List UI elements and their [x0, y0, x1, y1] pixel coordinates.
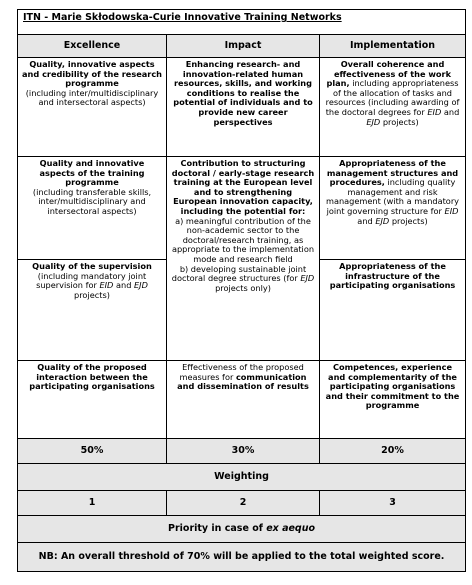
impact-cell-1 — [167, 58, 320, 157]
impact-2-item-b-end: projects only) — [215, 282, 271, 293]
weighting-label: Weighting — [18, 464, 466, 491]
implementation-priority: 3 — [320, 491, 466, 516]
implementation-2-eid: EID — [444, 205, 459, 216]
implementation-1-post: projects) — [382, 116, 419, 127]
threshold-note: NB: An overall threshold of 70% will be applied to the total weighted score. — [18, 543, 466, 572]
excellence-cell-4 — [18, 361, 167, 439]
impact-percentage: 30% — [167, 439, 320, 464]
excellence-1-heading: Quality, innovative aspects and credibility of the research programme — [22, 59, 163, 89]
implementation-percentage: 20% — [320, 439, 466, 464]
excellence-percentage: 50% — [18, 439, 167, 464]
implementation-1-eid: EID — [427, 106, 442, 117]
impact-cell-3 — [167, 361, 320, 439]
excellence-2-detail: (including transferable skills, inter/multidisciplinary and intersectoral aspects) — [32, 186, 152, 216]
excellence-3-post: projects) — [74, 289, 110, 300]
header-impact: Impact — [167, 35, 320, 58]
implementation-cell-3 — [320, 260, 466, 361]
impact-1-heading: Enhancing research- and innovation-related human resources, skills, and working conditions to realise the potential of individuals and to provide new career perspectives — [173, 59, 313, 127]
implementation-2-heading: Appropriateness of the management structures and procedures, — [326, 158, 459, 188]
implementation-cell-1 — [320, 58, 466, 157]
excellence-3-heading: Quality of the supervision — [32, 261, 152, 271]
impact-cell-2 — [167, 157, 320, 361]
implementation-cell-4 — [320, 361, 466, 439]
implementation-1-and: and — [443, 106, 460, 117]
itn-criteria-table-wrapper — [17, 9, 465, 572]
header-implementation: Implementation — [320, 35, 466, 58]
implementation-1-heading: Overall coherence and effectiveness of the work plan, — [326, 59, 452, 89]
excellence-3-detail — [22, 272, 162, 301]
excellence-cell-3 — [18, 260, 167, 361]
implementation-2-post: projects) — [391, 215, 428, 226]
excellence-cell-2 — [18, 157, 167, 260]
itn-criteria-table — [17, 9, 466, 572]
table-title: ITN - Marie Skłodowska-Curie Innovative Training Networks — [18, 10, 466, 35]
implementation-1-ejd: EJD — [366, 116, 381, 127]
implementation-4-heading: Competences, experience and complementarity of the participating organisations and their commitment to the programme — [325, 362, 460, 411]
implementation-2-and: and — [357, 215, 373, 226]
impact-2-heading: Contribution to structuring doctoral / early-stage research training at the European level and to strengthening European innovation capacity, including the potential for: — [171, 158, 315, 216]
excellence-4-heading: Quality of the proposed interaction between the participating organisations — [29, 362, 155, 392]
excellence-cell-1 — [18, 58, 167, 157]
implementation-2-detail: including quality management and risk management (with a mandatory joint governing structure for — [325, 177, 460, 216]
impact-2-item-b-text: b) developing sustainable joint doctoral degree structures (for — [171, 263, 307, 284]
priority-label-ex-aequo: ex aequo — [266, 523, 316, 535]
impact-priority: 2 — [167, 491, 320, 516]
implementation-1-detail: including appropriateness of the allocation of tasks and resources (including awarding of the doctoral degrees for — [325, 78, 460, 117]
impact-2-item-a: a) meaningful contribution of the non-academic sector to the doctoral/research training, as appropriate to the implementation mode and research field — [171, 215, 315, 264]
excellence-1-detail: (including inter/multidisciplinary and intersectoral aspects) — [25, 87, 159, 108]
excellence-3-ejd: EJD — [134, 280, 148, 291]
impact-3-detail: Effectiveness of the proposed measures for — [179, 362, 304, 382]
priority-label — [18, 516, 466, 543]
excellence-3-and: and — [115, 280, 132, 291]
header-excellence: Excellence — [18, 35, 167, 58]
implementation-cell-2 — [320, 157, 466, 260]
implementation-2-ejd: EJD — [375, 215, 390, 226]
priority-label-text: Priority in case of — [168, 523, 263, 535]
excellence-3-pre: (including mandatory joint supervision for — [36, 270, 147, 291]
impact-2-item-b-ejd: EJD — [300, 273, 315, 284]
impact-2-item-b — [171, 265, 315, 294]
impact-3-heading: communication and dissemination of results — [177, 371, 309, 392]
excellence-3-eid: EID — [99, 280, 114, 291]
excellence-priority: 1 — [18, 491, 167, 516]
excellence-2-heading: Quality and innovative aspects of the training programme — [39, 158, 145, 188]
implementation-3-heading: Appropriateness of the infrastructure of the participating organisations — [329, 261, 456, 291]
